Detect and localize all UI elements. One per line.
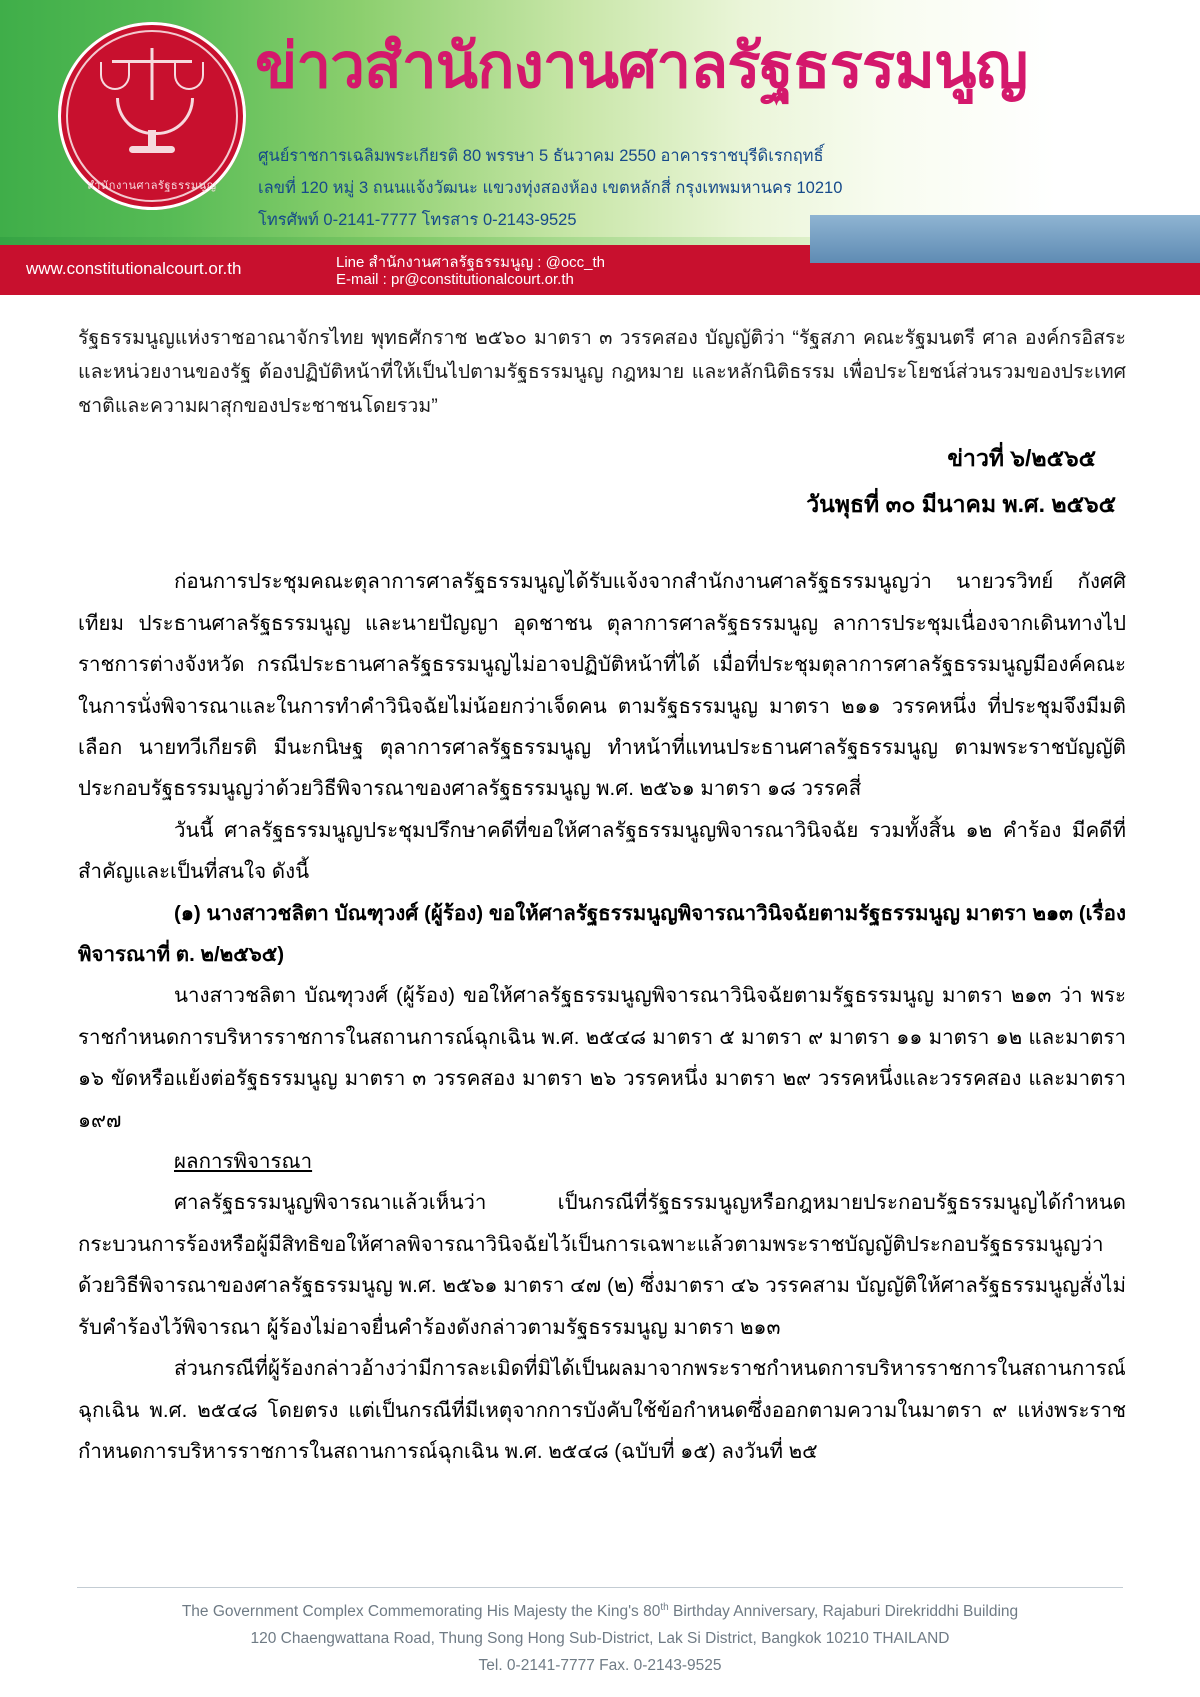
page-footer — [0, 1587, 1200, 1697]
paragraph-text: วันนี้ ศาลรัฐธรรมนูญประชุมปรึกษาคดีที่ขอให้ศาลรัฐธรรมนูญพิจารณาวินิจฉัย รวมทั้งสิ้น ๑๒ คำร้อง มีคดีที่สำคัญและเป็นที่สนใจ ดังนี้ — [78, 818, 1126, 884]
scales-of-justice-icon — [104, 48, 200, 104]
email-address[interactable]: E-mail : pr@constitutionalcourt.or.th — [336, 271, 574, 288]
result-heading — [78, 1141, 1126, 1182]
office-address — [258, 140, 842, 237]
paragraph-text: ก่อนการประชุมคณะตุลาการศาลรัฐธรรมนูญได้รับแจ้งจากสำนักงานศาลรัฐธรรมนูญว่า นายวรวิทย์ กังศศิเทียม ประธานศาลรัฐธรรมนูญ และนายปัญญา อุดชาชน ตุลาการศาลรัฐธรรมนูญ ลาการประชุมเนื่องจากเดินทางไปราชการต่างจังหวัด กรณีประธานศาลรัฐธรรมนูญไม่อาจปฏิบัติหน้าที่ได้ เมื่อที่ประชุมตุลาการศาลรัฐธรรมนูญมีองค์คณะในการนั่งพิจารณาและในการทำคำวินิจฉัยไม่น้อยกว่าเจ็ดคน ตามรัฐธรรมนูญ มาตรา ๒๑๑ วรรคหนึ่ง ที่ประชุมจึงมีมติเลือก นายทวีเกียรติ มีนะกนิษฐ ตุลาการศาลรัฐธรรมนูญ ทำหน้าที่แทนประธานศาลรัฐธรรมนูญ ตามพระราชบัญญัติประกอบรัฐธรรมนูญว่าด้วยวิธีพิจารณาของศาลรัฐธรรมนูญ พ.ศ. ๒๕๖๑ มาตรา ๑๘ วรรคสี่ — [78, 570, 1126, 801]
paragraph-text: นางสาวชลิตา บัณฑุวงศ์ (ผู้ร้อง) ขอให้ศาลรัฐธรรมนูญพิจารณาวินิจฉัยตามรัฐธรรมนูญ มาตรา ๒๑๓ ว่า พระราชกำหนดการบริหารราชการในสถานการณ์ฉุกเฉิน พ.ศ. ๒๕๔๘ มาตรา ๕ มาตรา ๙ มาตรา ๑๑ มาตรา ๑๒ และมาตรา ๑๖ ขัดหรือแย้งต่อรัฐธรรมนูญ มาตรา ๓ วรรคสอง มาตรา ๒๖ วรรคหนึ่ง มาตรา ๒๙ วรรคหนึ่งและวรรคสอง และมาตรา ๑๙๗ — [78, 984, 1126, 1132]
contact-bar — [0, 245, 1200, 295]
footer-line-1b: Birthday Anniversary, Rajaburi Direkriddhi Building — [668, 1602, 1019, 1620]
footer-ordinal: th — [660, 1601, 669, 1613]
document-body — [0, 295, 1200, 1472]
line-account[interactable]: Line สำนักงานศาลรัฐธรรมนูญ : @occ_th — [336, 254, 606, 271]
website-link[interactable]: www.constitutionalcourt.or.th — [26, 259, 242, 278]
page-title: ข่าวสำนักงานศาลรัฐธรรมนูญ — [255, 32, 1028, 101]
chalice-foot — [129, 146, 175, 153]
scale-pan-right-icon — [174, 62, 204, 90]
footer-divider — [77, 1587, 1123, 1588]
case-1-detail — [78, 975, 1126, 1141]
seal-caption: สำนักงานศาลรัฐธรรมนูญ — [87, 180, 217, 192]
footer-line-2: 120 Chaengwattana Road, Thung Song Hong Sub-District, Lak Si District, Bangkok 10210 THAILAND — [250, 1629, 950, 1647]
paragraph-text: ศาลรัฐธรรมนูญพิจารณาแล้วเห็นว่า เป็นกรณีที่รัฐธรรมนูญหรือกฎหมายประกอบรัฐธรรมนูญได้กำหนดกระบวนการร้องหรือผู้มีสิทธิขอให้ศาลพิจารณาวินิจฉัยไว้เป็นการเฉพาะแล้วตามพระราชบัญญัติประกอบรัฐธรรมนูญว่าด้วยวิธีพิจารณาของศาลรัฐธรรมนูญ พ.ศ. ๒๕๖๑ มาตรา ๔๗ (๒) ซึ่งมาตรา ๔๖ วรรคสาม บัญญัติให้ศาลรัฐธรรมนูญสั่งไม่รับคำร้องไว้พิจารณา ผู้ร้องไม่อาจยื่นคำร้องดังกล่าวตามรัฐธรรมนูญ มาตรา ๒๑๓ — [78, 1191, 1126, 1339]
building-photo-tail — [810, 215, 1200, 263]
paragraph-intro — [78, 561, 1126, 809]
paragraph-today — [78, 810, 1126, 893]
scale-pan-left-icon — [100, 62, 130, 90]
footer-line-1 — [0, 1598, 1200, 1625]
letterhead-header — [0, 0, 1200, 245]
result-paragraph-2 — [78, 1348, 1126, 1472]
paragraph-text: (๑) นางสาวชลิตา บัณฑุวงศ์ (ผู้ร้อง) ขอให้ศาลรัฐธรรมนูญพิจารณาวินิจฉัยตามรัฐธรรมนูญ มาตรา ๒๑๓ (เรื่องพิจารณาที่ ต. ๒/๒๕๖๕) — [78, 901, 1126, 967]
paragraph-text: ส่วนกรณีที่ผู้ร้องกล่าวอ้างว่ามีการละเมิดที่มิได้เป็นผลมาจากพระราชกำหนดการบริหารราชการในสถานการณ์ฉุกเฉิน พ.ศ. ๒๕๔๘ โดยตรง แต่เป็นกรณีที่มีเหตุจากการบังคับใช้ข้อกำหนดซึ่งออกตามความในมาตรา ๙ แห่งพระราชกำหนดการบริหารราชการในสถานการณ์ฉุกเฉิน พ.ศ. ๒๕๔๘ (ฉบับที่ ๑๕) ลงวันที่ ๒๕ — [78, 1357, 1126, 1463]
address-line-1: ศูนย์ราชการเฉลิมพระเกียรติ 80 พรรษา 5 ธันวาคม 2550 อาคารราชบุรีดิเรกฤทธิ์ — [258, 147, 824, 165]
address-line-3: โทรศัพท์ 0-2141-7777 โทรสาร 0-2143-9525 — [258, 211, 577, 230]
footer-line-3: Tel. 0-2141-7777 Fax. 0-2143-9525 — [478, 1656, 722, 1674]
address-line-2: เลขที่ 120 หมู่ 3 ถนนแจ้งวัฒนะ แขวงทุ่งสองห้อง เขตหลักสี่ กรุงเทพมหานคร 10210 — [258, 179, 843, 198]
news-number: ข่าวที่ ๖/๒๕๖๕ — [947, 445, 1096, 472]
news-date: วันพุธที่ ๓๐ มีนาคม พ.ศ. ๒๕๖๕ — [806, 491, 1116, 518]
footer-line-1a: The Government Complex Commemorating His Majesty the King's 80 — [181, 1602, 661, 1620]
constitution-quote: รัฐธรรมนูญแห่งราชอาณาจักรไทย พุทธศักราช ๒๕๖๐ มาตรา ๓ วรรคสอง บัญญัติว่า “รัฐสภา คณะรัฐมนตรี ศาล องค์กรอิสระ และหน่วยงานของรัฐ ต้องปฏิบัติหน้าที่ให้เป็นไปตามรัฐธรรมนูญ กฎหมาย และหลักนิติธรรม เพื่อประโยชน์ส่วนรวมของประเทศชาติและความผาสุกของประชาชนโดยรวม” — [78, 327, 1126, 418]
constitutional-court-seal-icon — [58, 22, 246, 210]
result-heading-text: ผลการพิจารณา — [174, 1150, 313, 1174]
chalice-icon — [116, 98, 188, 160]
case-1-heading — [78, 893, 1126, 976]
result-paragraph-1 — [78, 1182, 1126, 1348]
